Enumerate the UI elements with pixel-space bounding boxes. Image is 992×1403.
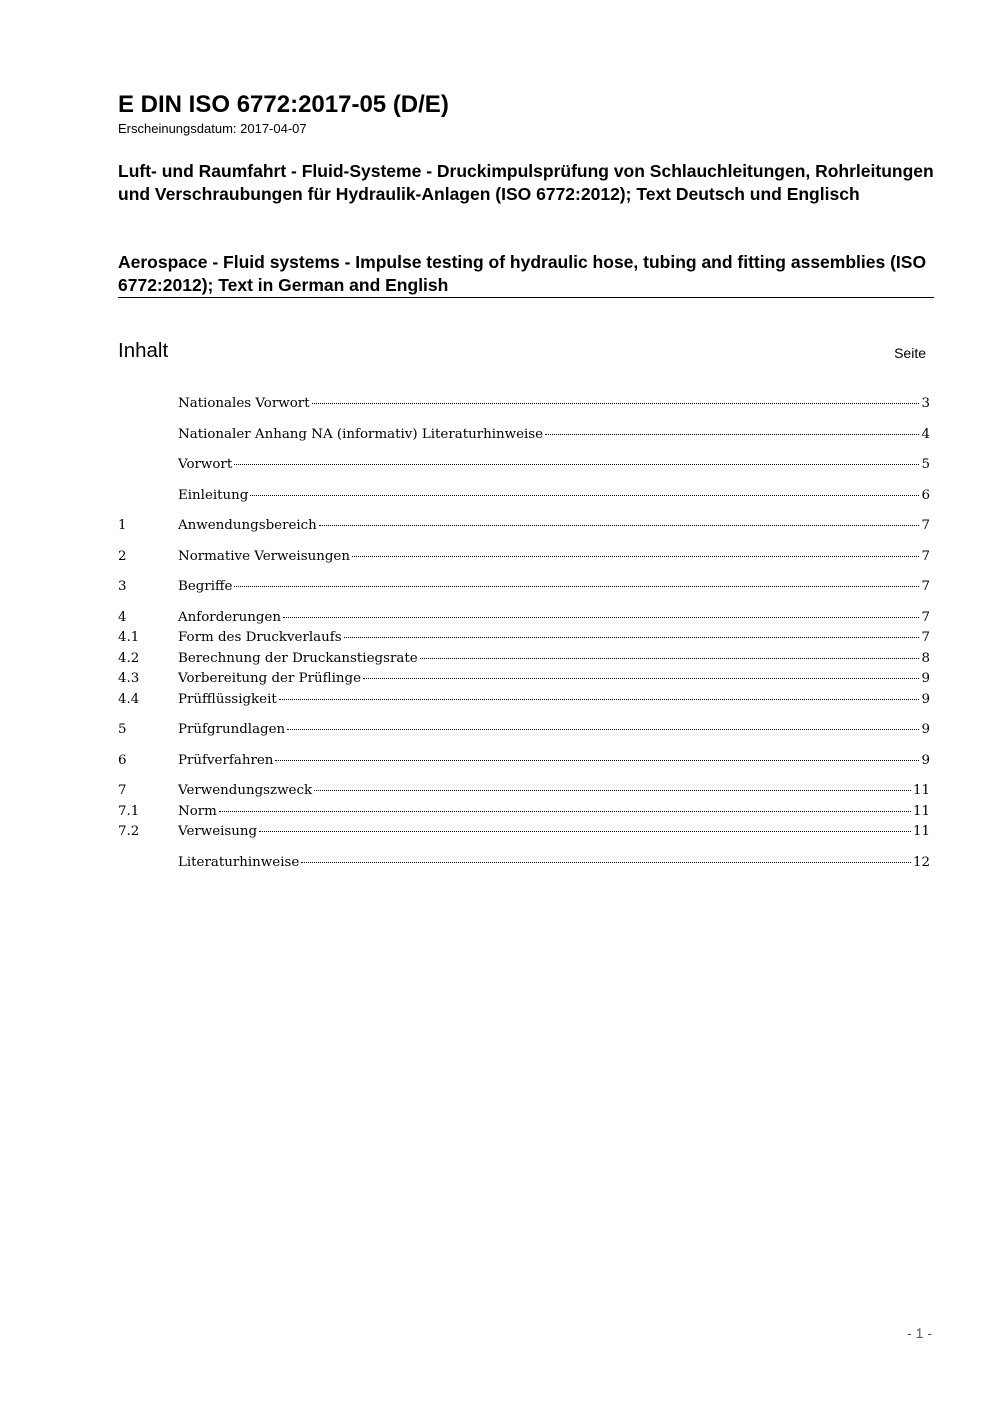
toc-entry-page: 11 [912,824,930,839]
toc-entry-number: 1 [118,518,127,533]
toc-leader-dots [219,811,911,812]
toc-entry-number: 7.1 [118,803,140,819]
toc-entry-page: 9 [921,691,930,707]
toc-entry-page: 7 [921,548,930,564]
toc-entry-page: 3 [921,396,930,411]
toc-entry-berechnung-druckanstiegsrate[interactable] [118,649,930,670]
toc-entry-title: Prüfflüssigkeit [178,691,277,707]
toc-entry-anforderungen[interactable] [118,608,930,629]
toc-entry-number: 4.1 [118,630,140,645]
toc-leader-dots [314,790,911,791]
toc-entry-number: 3 [118,579,127,594]
toc-entry-page: 4 [921,426,930,442]
toc-entry-title: Prüfverfahren [178,752,274,768]
toc-entry-number: 4.4 [118,691,140,707]
toc-entry-title: Begriffe [178,579,233,594]
table-of-contents [118,394,930,873]
toc-entry-vorwort[interactable] [118,455,930,476]
toc-entry-form-des-druckverlaufs[interactable] [118,628,930,649]
toc-leader-dots [250,495,919,496]
toc-leader-dots [234,464,919,465]
toc-leader-dots [275,760,919,761]
toc-entry-title: Berechnung der Druckanstiegsrate [178,650,418,666]
toc-leader-dots [312,403,920,404]
toc-entry-einleitung[interactable] [118,486,930,507]
toc-entry-page: 9 [921,722,930,737]
toc-entry-page: 6 [921,487,930,503]
toc-heading: Inhalt [118,339,169,362]
toc-entry-title: Verwendungszweck [178,783,313,798]
toc-entry-pruefverfahren[interactable] [118,751,930,772]
toc-entry-title: Prüfgrundlagen [178,722,286,737]
toc-entry-title: Vorwort [178,457,233,472]
toc-entry-pruefgrundlagen[interactable] [118,720,930,741]
toc-entry-page: 7 [921,518,930,533]
toc-leader-dots [344,637,920,638]
toc-entry-normative-verweisungen[interactable] [118,547,930,568]
toc-entry-page: 5 [921,457,930,472]
toc-entry-title: Nationaler Anhang NA (informativ) Literaturhinweise [178,426,544,442]
toc-leader-dots [363,678,919,679]
toc-entry-page: 11 [912,783,930,798]
toc-entry-page: 7 [921,579,930,594]
toc-entry-page: 8 [921,650,930,666]
toc-entry-title: Einleitung [178,487,249,503]
toc-entry-begriffe[interactable] [118,577,930,598]
toc-leader-dots [279,699,920,700]
toc-entry-page: 11 [912,803,930,819]
toc-entry-number: 4.3 [118,671,140,686]
toc-entry-number: 7.2 [118,824,140,839]
toc-entry-title: Form des Druckverlaufs [178,630,342,645]
toc-entry-number: 4.2 [118,650,140,666]
toc-entry-title: Norm [178,803,217,819]
toc-entry-number: 6 [118,752,127,768]
toc-entry-nationaler-anhang[interactable] [118,425,930,446]
toc-leader-dots [283,617,919,618]
toc-leader-dots [287,729,919,730]
toc-entry-number: 7 [118,783,127,798]
toc-entry-page: 9 [921,752,930,768]
toc-entry-literaturhinweise[interactable] [118,853,930,874]
toc-entry-verweisung[interactable] [118,822,930,843]
toc-entry-title: Nationales Vorwort [178,396,310,411]
title-german: Luft- und Raumfahrt - Fluid-Systeme - Druckimpulsprüfung von Schlauchleitungen, Rohrleitungen und Verschraubungen für Hydraulik-Anlagen (ISO 6772:2012); Text Deutsch und Englisch [118,161,934,204]
toc-entry-number: 4 [118,609,127,625]
toc-leader-dots [319,525,920,526]
toc-entry-page: 9 [921,671,930,686]
toc-entry-nationales-vorwort[interactable] [118,394,930,415]
toc-entry-title: Normative Verweisungen [178,548,350,564]
toc-entry-title: Anwendungsbereich [178,518,317,533]
toc-entry-title: Literaturhinweise [178,854,300,870]
toc-leader-dots [301,862,911,863]
toc-entry-page: 12 [912,854,930,870]
toc-entry-verwendungszweck[interactable] [118,781,930,802]
toc-entry-title: Anforderungen [178,609,281,625]
toc-entry-number: 2 [118,548,127,564]
toc-entry-vorbereitung-prueflinge[interactable] [118,669,930,690]
toc-entry-pruefflussigkeit[interactable] [118,690,930,711]
page-number: - 1 - [907,1325,932,1341]
toc-leader-dots [234,586,919,587]
title-divider [118,297,934,298]
toc-entry-page: 7 [921,609,930,625]
toc-entry-norm[interactable] [118,802,930,823]
publication-date: Erscheinungsdatum: 2017-04-07 [118,121,307,136]
document-title: E DIN ISO 6772:2017-05 (D/E) [118,91,449,118]
toc-entry-title: Verweisung [178,824,258,839]
toc-leader-dots [352,556,920,557]
toc-entry-anwendungsbereich[interactable] [118,516,930,537]
toc-entry-number: 5 [118,722,127,737]
toc-page-column-label: Seite [894,345,926,361]
toc-entry-title: Vorbereitung der Prüflinge [178,671,361,686]
toc-leader-dots [259,831,911,832]
title-english: Aerospace - Fluid systems - Impulse testing of hydraulic hose, tubing and fitting assemblies (ISO 6772:2012); Text in German and English [118,252,927,295]
toc-entry-page: 7 [921,630,930,645]
toc-leader-dots [545,434,919,435]
toc-leader-dots [420,658,920,659]
